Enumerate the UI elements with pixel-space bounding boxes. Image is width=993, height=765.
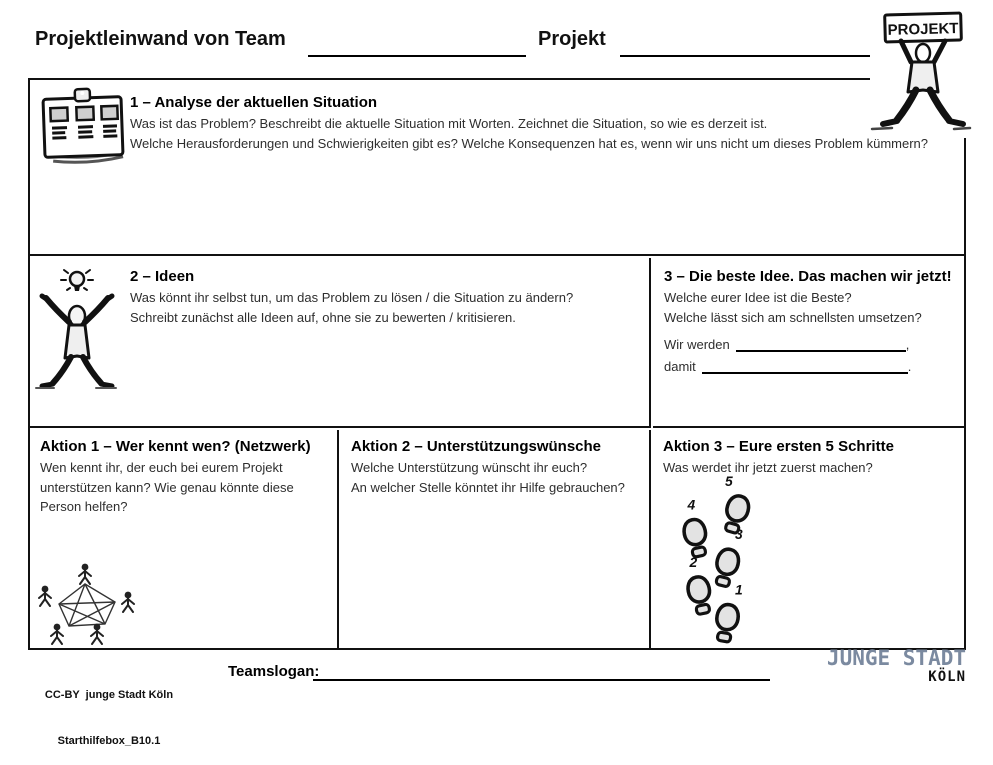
section-beste-idee[interactable] bbox=[653, 258, 964, 428]
idea-lightbulb-man-icon bbox=[34, 266, 120, 392]
teamslogan-blank[interactable] bbox=[313, 657, 770, 681]
five-footsteps-icon bbox=[665, 468, 795, 646]
junge-stadt-koeln-logo bbox=[826, 648, 966, 684]
wir-werden-blank[interactable] bbox=[736, 336, 906, 352]
section-analyse[interactable] bbox=[30, 80, 964, 256]
section-analyse-title: 1 – Analyse der aktuellen Situation bbox=[130, 94, 378, 111]
aktion3-line1: Was werdet ihr jetzt zuerst machen? bbox=[663, 460, 873, 475]
svg-text:1: 1 bbox=[734, 581, 743, 598]
aktion2-title: Aktion 2 – Unterstützungswünsche bbox=[351, 438, 602, 455]
projekt-name-blank[interactable] bbox=[620, 31, 872, 57]
section-beste-idee-title: 3 – Die beste Idee. Das machen wir jetzt! bbox=[664, 268, 952, 285]
aktion2-line2: An welcher Stelle könntet ihr Hilfe gebrauchen? bbox=[351, 479, 625, 495]
section-analyse-line1: Was ist das Problem? Beschreibt die aktuelle Situation mit Worten. Zeichnet die Situation, so wie es derzeit ist. bbox=[130, 116, 768, 131]
svg-text:2: 2 bbox=[689, 553, 698, 570]
svg-text:3: 3 bbox=[734, 526, 743, 543]
fill-damit-punct: . bbox=[907, 359, 912, 374]
section-aktion2[interactable] bbox=[341, 430, 651, 648]
logo-junge-stadt: JUNGE STADT bbox=[826, 646, 966, 670]
license-line2: Starthilfebox_B10.1 bbox=[57, 734, 161, 747]
section-analyse-line2: Welche Herausforderungen und Schwierigkeiten gibt es? Welche Konsequenzen hat es, wenn wir uns nicht um dieses Problem kümmern? bbox=[130, 135, 929, 151]
svg-text:5: 5 bbox=[725, 472, 733, 489]
sticky-notes-board-icon bbox=[38, 86, 130, 168]
section-ideen-line2: Schreibt zunächst alle Ideen auf, ohne sie zu bewerten / kritisieren. bbox=[130, 309, 516, 325]
aktion2-line1: Welche Unterstützung wünscht ihr euch? bbox=[351, 460, 588, 475]
license-line1: CC-BY junge Stadt Köln bbox=[44, 688, 174, 701]
svg-text:4: 4 bbox=[687, 496, 696, 513]
page-title-team: Projektleinwand von Team bbox=[35, 28, 286, 50]
section-aktion1[interactable] bbox=[30, 430, 339, 648]
aktion3-title: Aktion 3 – Eure ersten 5 Schritte bbox=[663, 438, 894, 455]
fill-damit-label: damit bbox=[664, 359, 696, 374]
aktion1-line1: Wen kennt ihr, der euch bei eurem Projekt unterstützen kann? Wie genau könnte diese Person helfen? bbox=[40, 460, 294, 514]
network-people-icon bbox=[35, 562, 141, 646]
fill-wir-werden-punct: , bbox=[905, 337, 910, 352]
aktion1-title: Aktion 1 – Wer kennt wen? (Netzwerk) bbox=[40, 438, 311, 455]
project-canvas-table bbox=[28, 78, 966, 650]
section-beste-idee-line1: Welche eurer Idee ist die Beste? bbox=[664, 290, 852, 305]
section-ideen-line1: Was könnt ihr selbst tun, um das Problem zu lösen / die Situation zu ändern? bbox=[130, 290, 574, 305]
logo-koeln: KÖLN bbox=[928, 669, 966, 685]
damit-blank[interactable] bbox=[702, 358, 908, 374]
teamslogan-label: Teamslogan: bbox=[228, 663, 320, 680]
section-beste-idee-line2: Welche lässt sich am schnellsten umsetzen? bbox=[664, 309, 922, 325]
page-title-projekt: Projekt bbox=[538, 28, 606, 50]
section-ideen[interactable] bbox=[30, 258, 651, 428]
section-ideen-title: 2 – Ideen bbox=[130, 268, 195, 285]
fill-wir-werden-label: Wir werden bbox=[664, 337, 730, 352]
license-note bbox=[30, 657, 188, 765]
section-aktion3[interactable] bbox=[653, 430, 964, 648]
svg-text:PROJEKT: PROJEKT bbox=[887, 20, 959, 39]
team-name-blank[interactable] bbox=[308, 31, 526, 57]
projekt-sign-man-icon bbox=[870, 8, 972, 138]
